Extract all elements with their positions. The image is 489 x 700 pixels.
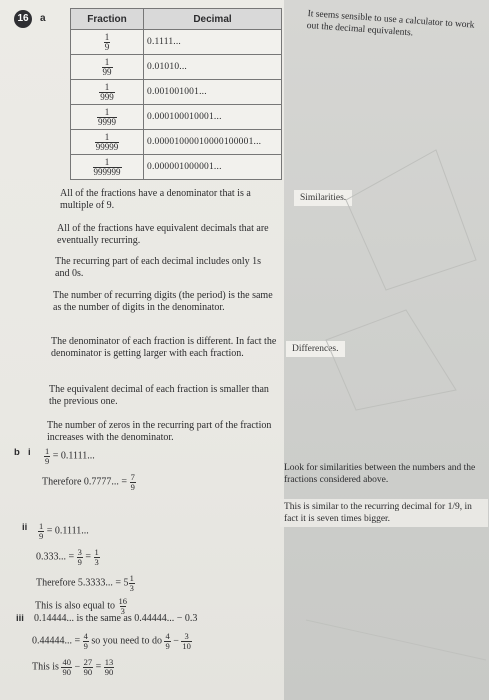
look-for-similarities-note: Look for similarities between the numbers and the fractions considered above.	[284, 463, 476, 485]
fraction-column-header: Fraction	[71, 9, 144, 30]
fraction-cell: $\frac{1}{99999}$	[71, 130, 144, 155]
biii-line-3: This is $\frac{40}{90}$ − $\frac{27}{90}$ = $\frac{13}{90}$	[32, 657, 114, 677]
part-b-i-label: i	[28, 447, 31, 458]
part-b-ii-label: ii	[22, 522, 28, 533]
bii-line-2: 0.333... = $\frac{3}{9}$ = $\frac{1}{3}$	[36, 547, 99, 567]
similarity-1: All of the fractions have a denominator that is a multiple of 9.	[60, 188, 251, 211]
similarities-label: Similarities.	[294, 190, 352, 206]
table-row	[71, 105, 282, 130]
part-a-label: a	[40, 13, 46, 24]
decimal-cell: 0.000100010001...	[144, 105, 282, 130]
biii-line-2: 0.44444... = $\frac{4}{9}$ so you need to do $\frac{4}{9}$ − $\frac{3}{10}$	[32, 631, 191, 651]
bii-line-3: Therefore 5.3333... = 5 $\frac{1}{3}$	[36, 573, 134, 593]
background-pattern	[286, 60, 486, 700]
fraction-cell: $\frac{1}{9}$	[71, 30, 144, 55]
table-row	[71, 130, 282, 155]
similarity-3: The recurring part of each decimal includes only 1s and 0s.	[55, 256, 262, 279]
bii-line-4: This is also equal to $\frac{16}{3}$	[35, 596, 127, 616]
table-row	[71, 55, 282, 80]
difference-3: The number of zeros in the recurring part of the fraction increases with the denominator.	[47, 420, 272, 443]
decimal-column-header: Decimal	[144, 9, 282, 30]
similarity-2: All of the fractions have equivalent decimals that are eventually recurring.	[57, 223, 269, 246]
decimal-cell: 0.1111...	[144, 30, 282, 55]
part-b-label: b	[14, 447, 20, 458]
difference-1: The denominator of each fraction is different. In fact the denominator is getting larger with each fraction.	[51, 336, 277, 359]
fraction-cell: $\frac{1}{999999}$	[71, 155, 144, 180]
table-row	[71, 80, 282, 105]
decimal-cell: 0.000001000001...	[144, 155, 282, 180]
table-row	[71, 155, 282, 180]
decimal-cell: 0.01010...	[144, 55, 282, 80]
fraction-cell: $\frac{1}{9999}$	[71, 105, 144, 130]
part-b-iii-label: iii	[16, 613, 24, 624]
calculator-note: It seems sensible to use a calculator to work out the decimal equivalents.	[306, 8, 475, 39]
similar-to-ninth-note: This is similar to the recurring decimal for 1/9, in fact it is seven times bigger.	[280, 499, 488, 527]
decimal-cell: 0.00001000010000100001...	[144, 130, 282, 155]
differences-label: Differences.	[286, 341, 345, 357]
table-row	[71, 30, 282, 55]
fraction-decimal-table	[70, 8, 282, 180]
decimal-cell: 0.001001001...	[144, 80, 282, 105]
bi-line-1: $\frac{1}{9}$ = 0.1111...	[45, 446, 95, 466]
biii-line-1: 0.14444... is the same as 0.44444... − 0.3	[34, 613, 198, 624]
similarity-4: The number of recurring digits (the period) is the same as the number of digits in the denominator.	[53, 290, 273, 313]
fraction-cell: $\frac{1}{999}$	[71, 80, 144, 105]
bii-line-1: $\frac{1}{9}$ = 0.1111...	[39, 521, 89, 541]
table-header-row	[71, 9, 282, 30]
bi-line-2: Therefore 0.7777... = $\frac{7}{9}$	[42, 472, 135, 492]
fraction-cell: $\frac{1}{99}$	[71, 55, 144, 80]
difference-2: The equivalent decimal of each fraction is smaller than the previous one.	[49, 384, 269, 407]
question-number-badge: 16	[14, 10, 32, 28]
